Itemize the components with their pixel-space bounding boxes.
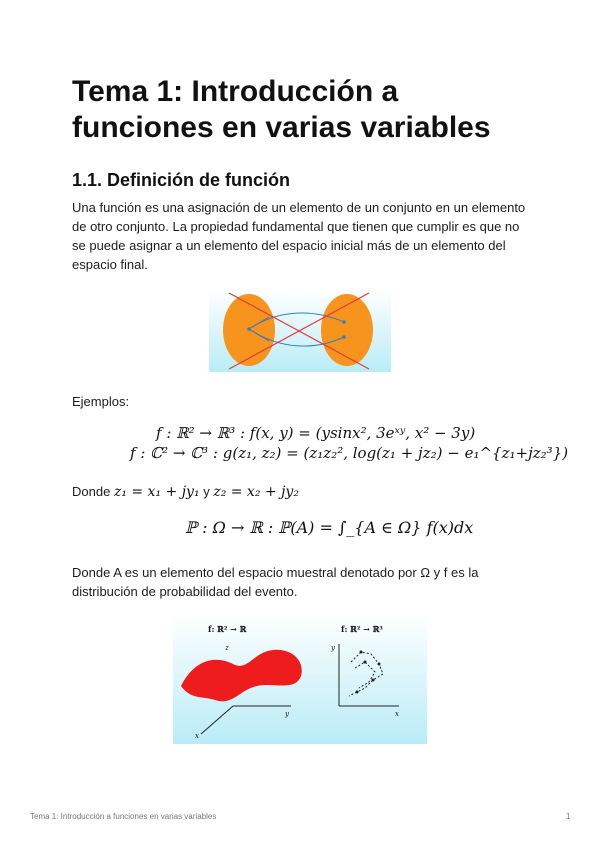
curve-point bbox=[360, 651, 363, 654]
donde-line bbox=[72, 482, 299, 502]
formula-1: f : ℝ² → ℝ³ : f(x, y) = (ysinx², 3eˣʸ, x² − 3y) bbox=[156, 424, 476, 442]
donde-and: y bbox=[203, 484, 210, 499]
curve-point bbox=[356, 691, 359, 694]
axis-z-label: z bbox=[225, 644, 229, 652]
codomain-point bbox=[342, 320, 346, 324]
footer-text: Tema 1: Introducción a funciones en varias variables bbox=[30, 812, 217, 821]
figure-label-right: f: ℝ² → ℝ³ bbox=[341, 624, 383, 634]
curve-point bbox=[372, 679, 375, 682]
axis-y-label-left: y bbox=[285, 710, 289, 718]
function-mapping-figure bbox=[209, 289, 391, 372]
axis-y-label-right: y bbox=[331, 644, 335, 652]
page-title: Tema 1: Introducción a funciones en varias variables bbox=[72, 75, 491, 144]
section-title: 1.1. Definición de función bbox=[72, 170, 291, 190]
curve-point bbox=[364, 661, 367, 664]
axis-x-label-left: x bbox=[195, 732, 199, 740]
examples-label: Ejemplos: bbox=[72, 394, 130, 409]
multivariable-functions-figure bbox=[173, 614, 427, 744]
probability-paragraph: Donde A es un elemento del espacio muestral denotado por Ω y f es la distribución de probabilidad del evento. bbox=[72, 565, 479, 599]
axis-x-label-right: x bbox=[395, 710, 399, 718]
formula-2: f : ℂ² → ℂ³ : g(z₁, z₂) = (z₁z₂², log(z₁ + jz₂) − e₁^{z₁+jz₂³}) bbox=[130, 444, 569, 462]
donde-prefix: Donde bbox=[72, 484, 111, 499]
codomain-point bbox=[342, 335, 346, 339]
z2-definition: z₂ = x₂ + jy₂ bbox=[213, 484, 299, 500]
page-number: 1 bbox=[566, 812, 571, 821]
formula-3: ℙ : Ω → ℝ : ℙ(A) = ∫_{A ∈ Ω} f(x)dx bbox=[185, 518, 474, 537]
intro-paragraph: Una función es una asignación de un elemento de un conjunto en un elemento de otro conjunto. La propiedad fundamental que tienen que cumplir es que no se puede asignar a un elemento del espacio inicial más de un elemento del espacio final. bbox=[72, 200, 526, 272]
domain-point bbox=[247, 327, 251, 331]
z1-definition: z₁ = x₁ + jy₁ bbox=[113, 484, 200, 500]
curve-point bbox=[378, 663, 381, 666]
figure-label-left: f: ℝ² → ℝ bbox=[208, 624, 247, 634]
